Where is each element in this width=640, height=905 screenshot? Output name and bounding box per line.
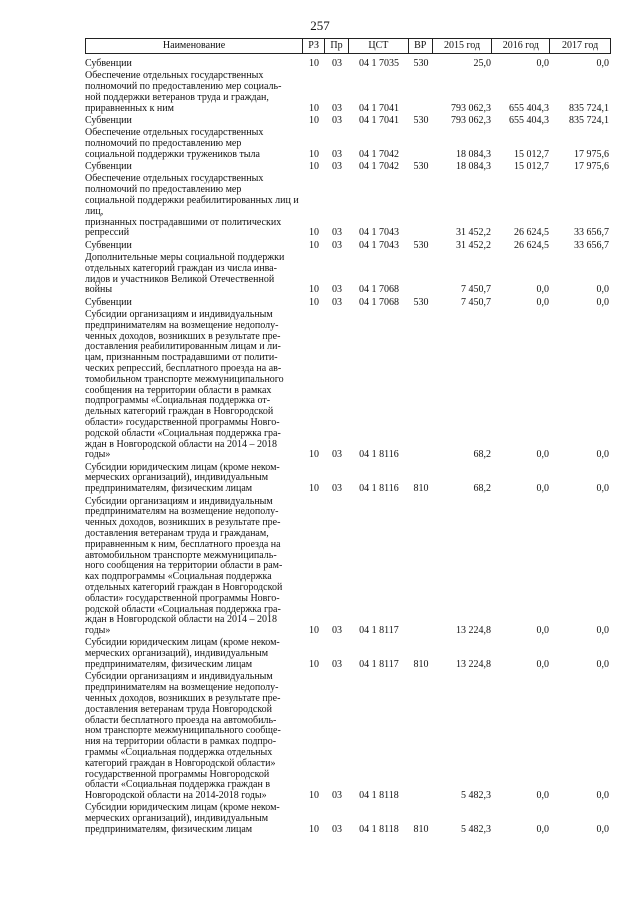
cell-cst: 04 1 7043: [359, 239, 399, 251]
cell-cst: 04 1 8117: [359, 659, 399, 671]
cell-name: Субвенции: [85, 296, 132, 308]
table-row: [85, 310, 611, 461]
cell-rz: 10: [309, 114, 319, 126]
cell-pr: 03: [332, 790, 342, 802]
cell-2015: 793 062,3: [451, 114, 491, 126]
cell-cst: 04 1 7042: [359, 161, 399, 173]
cell-2015: 18 084,3: [456, 161, 491, 173]
cell-2015: 5 482,3: [461, 790, 491, 802]
cell-2016: 0,0: [536, 790, 549, 802]
cell-pr: 03: [332, 102, 342, 114]
cell-2015: 13 224,8: [456, 659, 491, 671]
cell-vr: 530: [413, 58, 429, 69]
cell-vr: 530: [413, 114, 429, 126]
header-pr: Пр: [325, 39, 349, 53]
cell-name: Субсидии юридическим лицам (кроме неком- мерческих организаций), индивидуальным предпринимателям, физическим лицам: [85, 461, 280, 495]
cell-2016: 0,0: [536, 659, 549, 671]
cell-2016: 15 012,7: [514, 161, 549, 173]
cell-pr: 03: [332, 114, 342, 126]
cell-2016: 0,0: [536, 296, 549, 308]
cell-name: Обеспечение отдельных государственных полномочий по предоставлению мер социальной поддержки реабилитированных лиц и лиц, признанных пострадавшими от политических репрессий: [85, 173, 299, 239]
cell-2017: 0,0: [596, 296, 609, 308]
cell-name: Субвенции: [85, 58, 132, 69]
cell-rz: 10: [309, 659, 319, 671]
cell-vr: 530: [413, 161, 429, 173]
cell-rz: 10: [309, 625, 319, 637]
table-row: [85, 672, 611, 802]
cell-2016: 0,0: [536, 58, 549, 69]
cell-pr: 03: [332, 483, 342, 495]
cell-2015: 7 450,7: [461, 296, 491, 308]
cell-rz: 10: [309, 227, 319, 239]
cell-2015: 25,0: [473, 58, 491, 69]
cell-2017: 17 975,6: [574, 161, 609, 173]
cell-2016: 0,0: [536, 284, 549, 296]
table-row: [85, 59, 611, 70]
cell-2015: 7 450,7: [461, 284, 491, 296]
cell-2015: 31 452,2: [456, 227, 491, 239]
cell-2017: 17 975,6: [574, 148, 609, 160]
cell-rz: 10: [309, 161, 319, 173]
table-row: [85, 174, 611, 239]
cell-name: Дополнительные меры социальной поддержки отдельных категорий граждан из числа инва- лидов и участников Великой Отечественной войны: [85, 252, 285, 296]
cell-pr: 03: [332, 227, 342, 239]
cell-rz: 10: [309, 239, 319, 251]
header-2016: 2016 год: [492, 39, 550, 53]
cell-2017: 0,0: [596, 823, 609, 835]
table-row: [85, 638, 611, 670]
header-vr: ВР: [409, 39, 433, 53]
cell-rz: 10: [309, 449, 319, 461]
cell-2016: 655 404,3: [509, 102, 549, 114]
table-row: [85, 241, 611, 252]
header-cst: ЦСТ: [349, 39, 409, 53]
cell-2017: 0,0: [596, 659, 609, 671]
cell-rz: 10: [309, 284, 319, 296]
cell-pr: 03: [332, 296, 342, 308]
table-row: [85, 253, 611, 296]
cell-cst: 04 1 7041: [359, 102, 399, 114]
cell-2015: 68,2: [473, 449, 491, 461]
table-row: [85, 497, 611, 637]
cell-cst: 04 1 7068: [359, 296, 399, 308]
cell-name: Субвенции: [85, 239, 132, 251]
cell-2017: 835 724,1: [569, 102, 609, 114]
cell-pr: 03: [332, 239, 342, 251]
table-row: [85, 463, 611, 495]
cell-rz: 10: [309, 483, 319, 495]
cell-2017: 0,0: [596, 284, 609, 296]
cell-pr: 03: [332, 625, 342, 637]
cell-rz: 10: [309, 58, 319, 69]
header-2015: 2015 год: [433, 39, 493, 53]
cell-vr: 810: [413, 659, 429, 671]
header-2017: 2017 год: [562, 40, 599, 51]
table-row: [85, 162, 611, 173]
cell-2016: 0,0: [536, 823, 549, 835]
cell-pr: 03: [332, 659, 342, 671]
cell-2017: 33 656,7: [574, 227, 609, 239]
cell-2015: 18 084,3: [456, 148, 491, 160]
cell-2015: 13 224,8: [456, 625, 491, 637]
cell-name: Субвенции: [85, 114, 132, 126]
cell-2017: 0,0: [596, 483, 609, 495]
cell-pr: 03: [332, 823, 342, 835]
cell-cst: 04 1 8117: [359, 625, 399, 637]
cell-cst: 04 1 7041: [359, 114, 399, 126]
cell-cst: 04 1 7042: [359, 148, 399, 160]
table-header: [85, 38, 611, 54]
cell-2015: 793 062,3: [451, 102, 491, 114]
cell-vr: 530: [413, 239, 429, 251]
cell-pr: 03: [332, 449, 342, 461]
cell-rz: 10: [309, 823, 319, 835]
cell-2015: 68,2: [473, 483, 491, 495]
table-row: [85, 298, 611, 309]
header-rz: РЗ: [303, 39, 325, 53]
cell-cst: 04 1 8118: [359, 790, 399, 802]
cell-2016: 26 624,5: [514, 227, 549, 239]
page-number: 257: [310, 18, 330, 33]
cell-rz: 10: [309, 148, 319, 160]
cell-2017: 835 724,1: [569, 114, 609, 126]
cell-rz: 10: [309, 102, 319, 114]
table-row: [85, 803, 611, 835]
cell-2016: 26 624,5: [514, 239, 549, 251]
cell-cst: 04 1 7068: [359, 284, 399, 296]
cell-2017: 33 656,7: [574, 239, 609, 251]
cell-cst: 04 1 7035: [359, 58, 399, 69]
table-row: [85, 71, 611, 114]
cell-vr: 530: [413, 296, 429, 308]
header-name: Наименование: [86, 39, 303, 53]
cell-2015: 31 452,2: [456, 239, 491, 251]
cell-name: Обеспечение отдельных государственных полномочий по предоставлению мер социаль- ной поддержки ветеранов труда и граждан, приравненных к ним: [85, 70, 282, 114]
cell-vr: 810: [413, 823, 429, 835]
cell-name: Субсидии организациям и индивидуальным предпринимателям на возмещение недополу- ченных доходов, возникших в результате пре- доставления ветеранам труда и гражданам, приравненным к ним, бесплатного проезда на автомобильном транспорте межмуниципаль- ного сообщения на территории области в рам- ках подпрограммы «Социальная поддержка отдельных категорий граждан в Новгородской области» государственной программы Новго- родской области «Социальная поддержка гра- ждан в Новгородской области на 2014 – 2018 годы»: [85, 495, 283, 637]
cell-2017: 0,0: [596, 449, 609, 461]
cell-2017: 0,0: [596, 790, 609, 802]
cell-cst: 04 1 8116: [359, 449, 399, 461]
cell-2016: 0,0: [536, 483, 549, 495]
cell-2017: 0,0: [596, 625, 609, 637]
cell-2016: 655 404,3: [509, 114, 549, 126]
cell-2016: 0,0: [536, 449, 549, 461]
cell-cst: 04 1 8116: [359, 483, 399, 495]
cell-2017: 0,0: [596, 58, 609, 69]
cell-name: Субсидии организациям и индивидуальным предпринимателям на возмещение недополу- ченных доходов, возникших в результате пре- доставления ветеранам труда Новгородской области бесплатного проезда на автомобиль- ном транспорте межмуниципального сообще- ния на территории области в рамках подпро- граммы «Социальная поддержка отдельных категорий граждан в Новгородской области» государственной программы Новгородской области «Социальная поддержка граждан в Новгородской области на 2014-2018 годы»: [85, 671, 281, 802]
cell-rz: 10: [309, 790, 319, 802]
cell-rz: 10: [309, 296, 319, 308]
cell-pr: 03: [332, 284, 342, 296]
cell-name: Субсидии юридическим лицам (кроме неком- мерческих организаций), индивидуальным предпринимателям, физическим лицам: [85, 637, 280, 671]
cell-cst: 04 1 7043: [359, 227, 399, 239]
cell-vr: 810: [413, 483, 429, 495]
cell-pr: 03: [332, 148, 342, 160]
table-row: [85, 116, 611, 127]
cell-cst: 04 1 8118: [359, 823, 399, 835]
cell-2016: 15 012,7: [514, 148, 549, 160]
budget-table: [85, 38, 611, 837]
cell-name: Субвенции: [85, 161, 132, 173]
table-body: [85, 59, 611, 836]
cell-2016: 0,0: [536, 625, 549, 637]
cell-pr: 03: [332, 161, 342, 173]
cell-name: Субсидии юридическим лицам (кроме неком- мерческих организаций), индивидуальным предпринимателям, физическим лицам: [85, 802, 280, 835]
cell-pr: 03: [332, 58, 342, 69]
cell-name: Субсидии организациям и индивидуальным предпринимателям на возмещение недополу- ченных доходов, возникших в результате пре- доставления реабилитированным лицам и ли- цам, признанным пострадавшими от полити- ческих репрессий, бесплатного проезда на ав- томобильном транспорте межмуниципального сообщения на территории области в рамках подпрограммы «Социальная поддержка от- дельных категорий граждан в Новгородской области» государственной программы Новго- родской области «Социальная поддержка гра- ждан в Новгородской области на 2014 – 2018 годы»: [85, 309, 284, 461]
cell-2015: 5 482,3: [461, 823, 491, 835]
cell-name: Обеспечение отдельных государственных полномочий по предоставлению мер социальной поддержки тружеников тыла: [85, 127, 264, 160]
table-row: [85, 128, 611, 160]
